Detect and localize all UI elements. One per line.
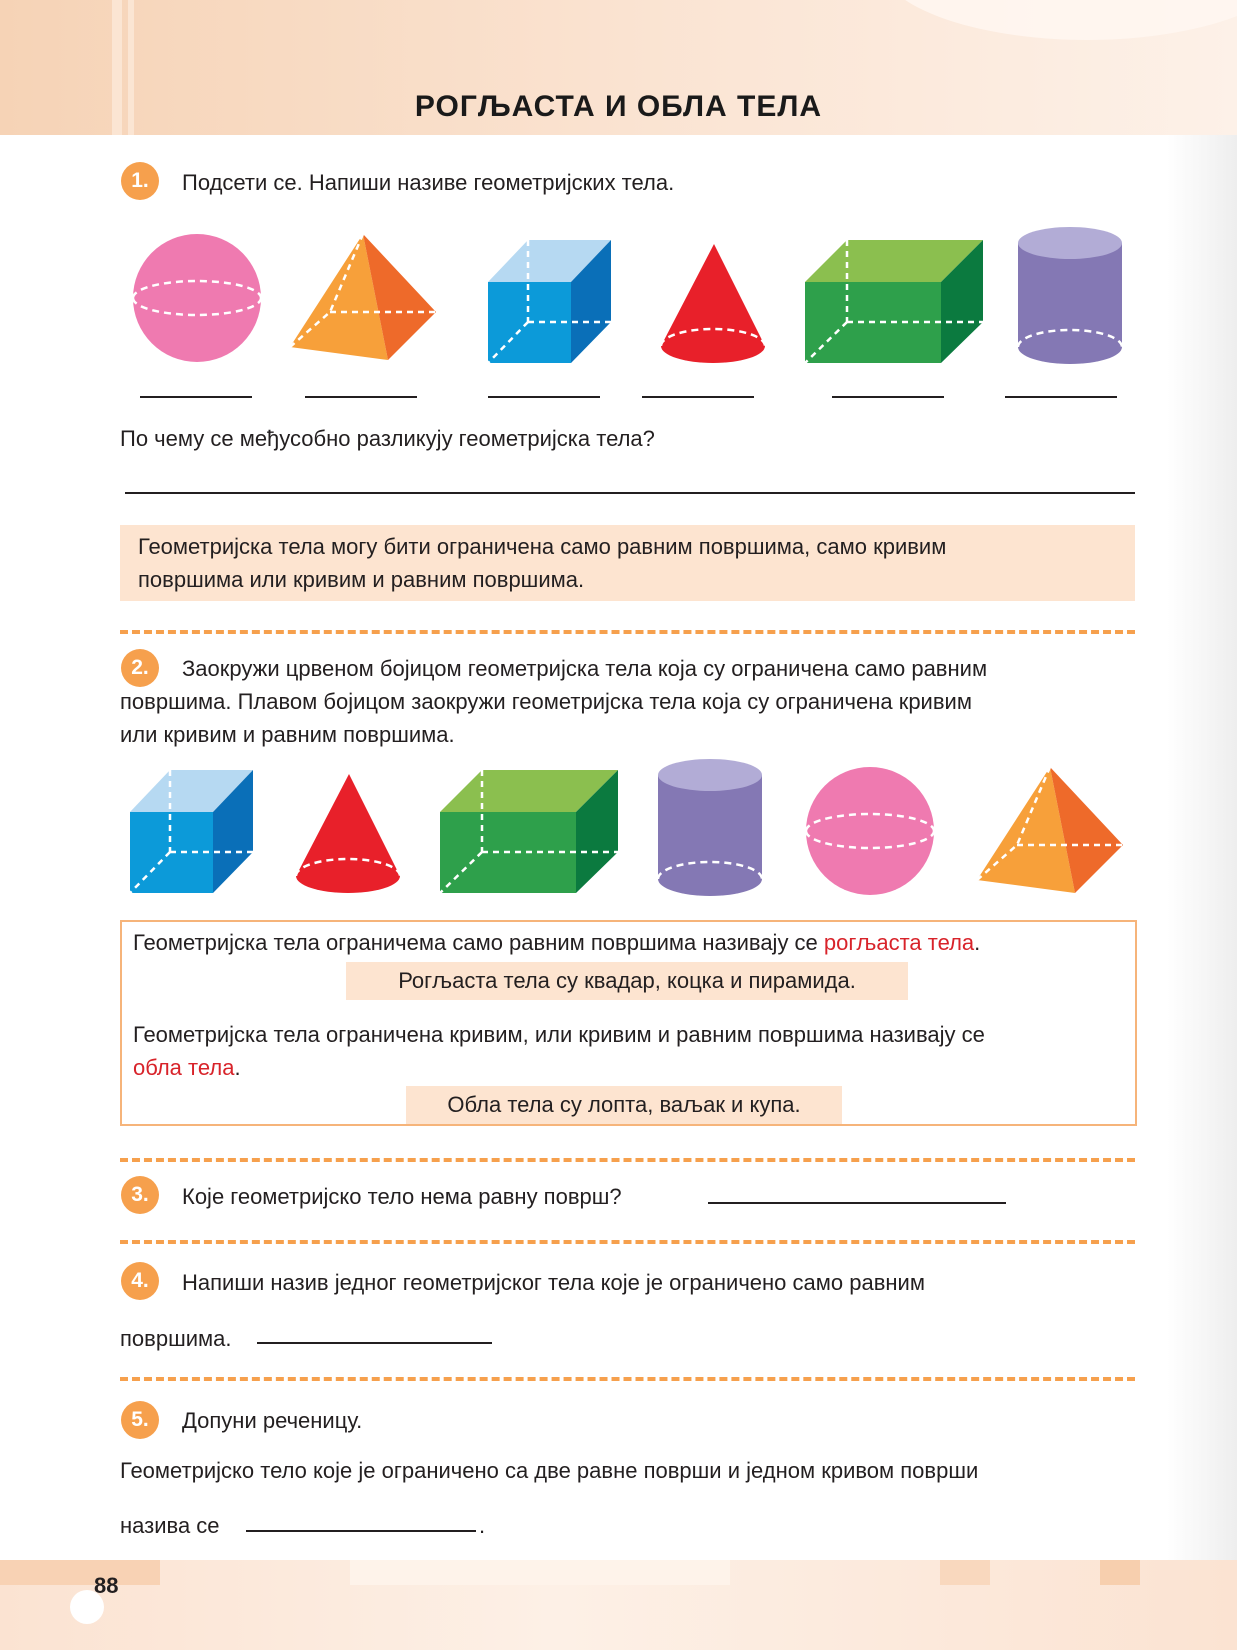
section-divider	[120, 1158, 1135, 1162]
task1-question: По чему се међусобно разликују геометријска тела?	[120, 426, 655, 451]
cube-shape	[130, 770, 255, 895]
page-title: РОГЉАСТА И ОБЛА ТЕЛА	[414, 90, 823, 123]
task-number: 5.	[121, 1401, 159, 1439]
answer-line[interactable]	[246, 1530, 476, 1532]
section-divider	[120, 1240, 1135, 1244]
footer-strip	[0, 1560, 160, 1585]
definition-line: Геометријска тела ограничена кривим, или кривим и равним површима називају се	[133, 1022, 985, 1047]
examples-round: Обла тела су лопта, ваљак и купа.	[447, 1092, 801, 1117]
task2-line: Заокружи црвеном бојицом геометријска тела која су ограничена само равним	[182, 656, 988, 681]
task5-instruction: Допуни реченицу.	[182, 1408, 363, 1433]
task-number: 2.	[121, 649, 159, 687]
task1-instruction: Подсети се. Напиши називе геометријских тела.	[182, 170, 675, 195]
task4-line: површима.	[120, 1326, 232, 1351]
cuboid-shape	[440, 770, 620, 895]
answer-line[interactable]	[140, 396, 252, 398]
cone-shape	[658, 242, 768, 364]
sphere-shape	[803, 765, 943, 897]
cuboid-shape	[805, 240, 985, 365]
cube-shape	[488, 240, 613, 365]
answer-line[interactable]	[305, 396, 417, 398]
task3-question: Које геометријско тело нема равну површ?	[182, 1184, 622, 1209]
note-line: Геометријска тела могу бити ограничена само равним површима, само кривим	[138, 534, 947, 559]
answer-line-long[interactable]	[125, 492, 1135, 494]
task5-period: .	[479, 1513, 486, 1538]
task2-line: површима. Плавом бојицом заокружи геометријска тела која су ограничена кривим	[120, 689, 972, 714]
examples-prismatic: Рогљаста тела су квадар, коцка и пирамида.	[398, 968, 856, 993]
task-number: 1.	[121, 162, 159, 200]
pyramid-shape	[975, 765, 1125, 895]
answer-line[interactable]	[257, 1342, 492, 1344]
section-divider	[120, 630, 1135, 634]
task5-sentence: Геометријско тело које је ограничено са две равне површи и једном кривом површи	[120, 1458, 979, 1483]
answer-line[interactable]	[708, 1202, 1006, 1204]
term-round-bodies: обла тела	[133, 1055, 235, 1080]
answer-line[interactable]	[488, 396, 600, 398]
pyramid-shape	[288, 232, 438, 362]
footer-strip	[350, 1560, 730, 1585]
footer-strip	[940, 1560, 990, 1585]
sphere-shape	[130, 232, 270, 364]
definition-text: Геометријска тела ограничема само равним површима називају се	[133, 930, 824, 955]
definition-line	[133, 1051, 241, 1084]
cone-shape	[293, 772, 403, 894]
footer-strip	[1100, 1560, 1140, 1585]
task-number: 3.	[121, 1176, 159, 1214]
answer-line[interactable]	[832, 396, 944, 398]
definition-end: .	[234, 1055, 241, 1080]
term-prismatic-bodies: рогљаста тела	[823, 930, 975, 955]
task2-line: или кривим и равним површима.	[120, 722, 455, 747]
answer-line[interactable]	[1005, 396, 1117, 398]
page-number: 88	[94, 1573, 119, 1598]
task-number: 4.	[121, 1262, 159, 1300]
page-edge-shadow	[1167, 135, 1237, 1560]
task5-ending: назива се	[120, 1513, 220, 1538]
definition-line	[133, 926, 980, 959]
section-divider	[120, 1377, 1135, 1381]
note-line: површима или кривим и равним површима.	[138, 567, 585, 592]
task4-line: Напиши назив једног геометријског тела које је ограничено само равним	[182, 1270, 925, 1295]
answer-line[interactable]	[642, 396, 754, 398]
cylinder-shape	[1015, 226, 1125, 366]
definition-end: .	[974, 930, 981, 955]
cylinder-shape	[655, 758, 765, 898]
